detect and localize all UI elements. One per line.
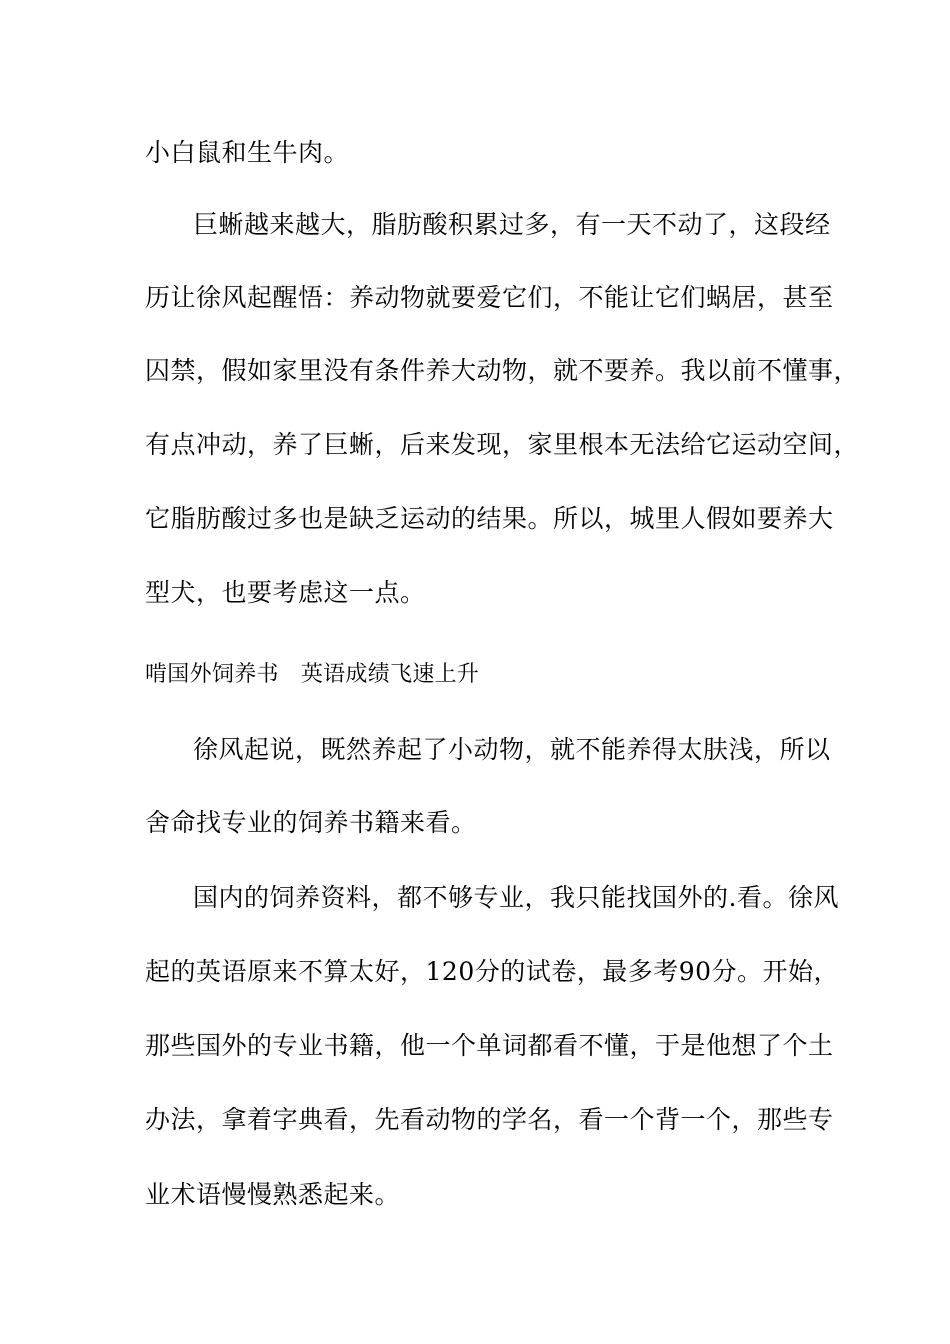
paragraph-line: 它脂肪酸过多也是缺乏运动的结果。所以，城里人假如要养大 <box>145 504 834 533</box>
paragraph-line: 那些国外的专业书籍，他一个单词都看不懂，于是他想了个土 <box>145 1031 834 1060</box>
paragraph-line: 巨蜥越来越大，脂肪酸积累过多，有一天不动了，这段经 <box>193 210 831 239</box>
paragraph-line: 舍命找专业的饲养书籍来看。 <box>145 808 477 837</box>
paragraph-line: 业术语慢慢熟悉起来。 <box>145 1180 401 1209</box>
paragraph-line: 起的英语原来不算太好，120分的试卷，最多考90分。开始， <box>145 957 840 986</box>
paragraph-line: 小白鼠和生牛肉。 <box>145 138 350 167</box>
paragraph-line: 徐风起说，既然养起了小动物，就不能养得太肤浅，所以 <box>193 735 831 764</box>
section-heading-part2: 英语成绩飞速上升 <box>300 662 480 687</box>
section-heading-part1: 啃国外饲养书 <box>145 662 279 687</box>
paragraph-line: 历让徐风起醒悟：养动物就要爱它们，不能让它们蜗居，甚至 <box>145 283 834 312</box>
paragraph-line: 囚禁，假如家里没有条件养大动物，就不要养。我以前不懂事， <box>145 356 860 385</box>
paragraph-line: 有点冲动，养了巨蜥，后来发现，家里根本无法给它运动空间， <box>145 430 860 459</box>
paragraph-line: 国内的饲养资料，都不够专业，我只能找国外的.看。徐风 <box>193 883 839 912</box>
paragraph-line: 型犬，也要考虑这一点。 <box>145 578 426 607</box>
section-heading <box>145 660 825 690</box>
paragraph-line: 办法，拿着字典看，先看动物的学名，看一个背一个，那些专 <box>145 1105 834 1134</box>
